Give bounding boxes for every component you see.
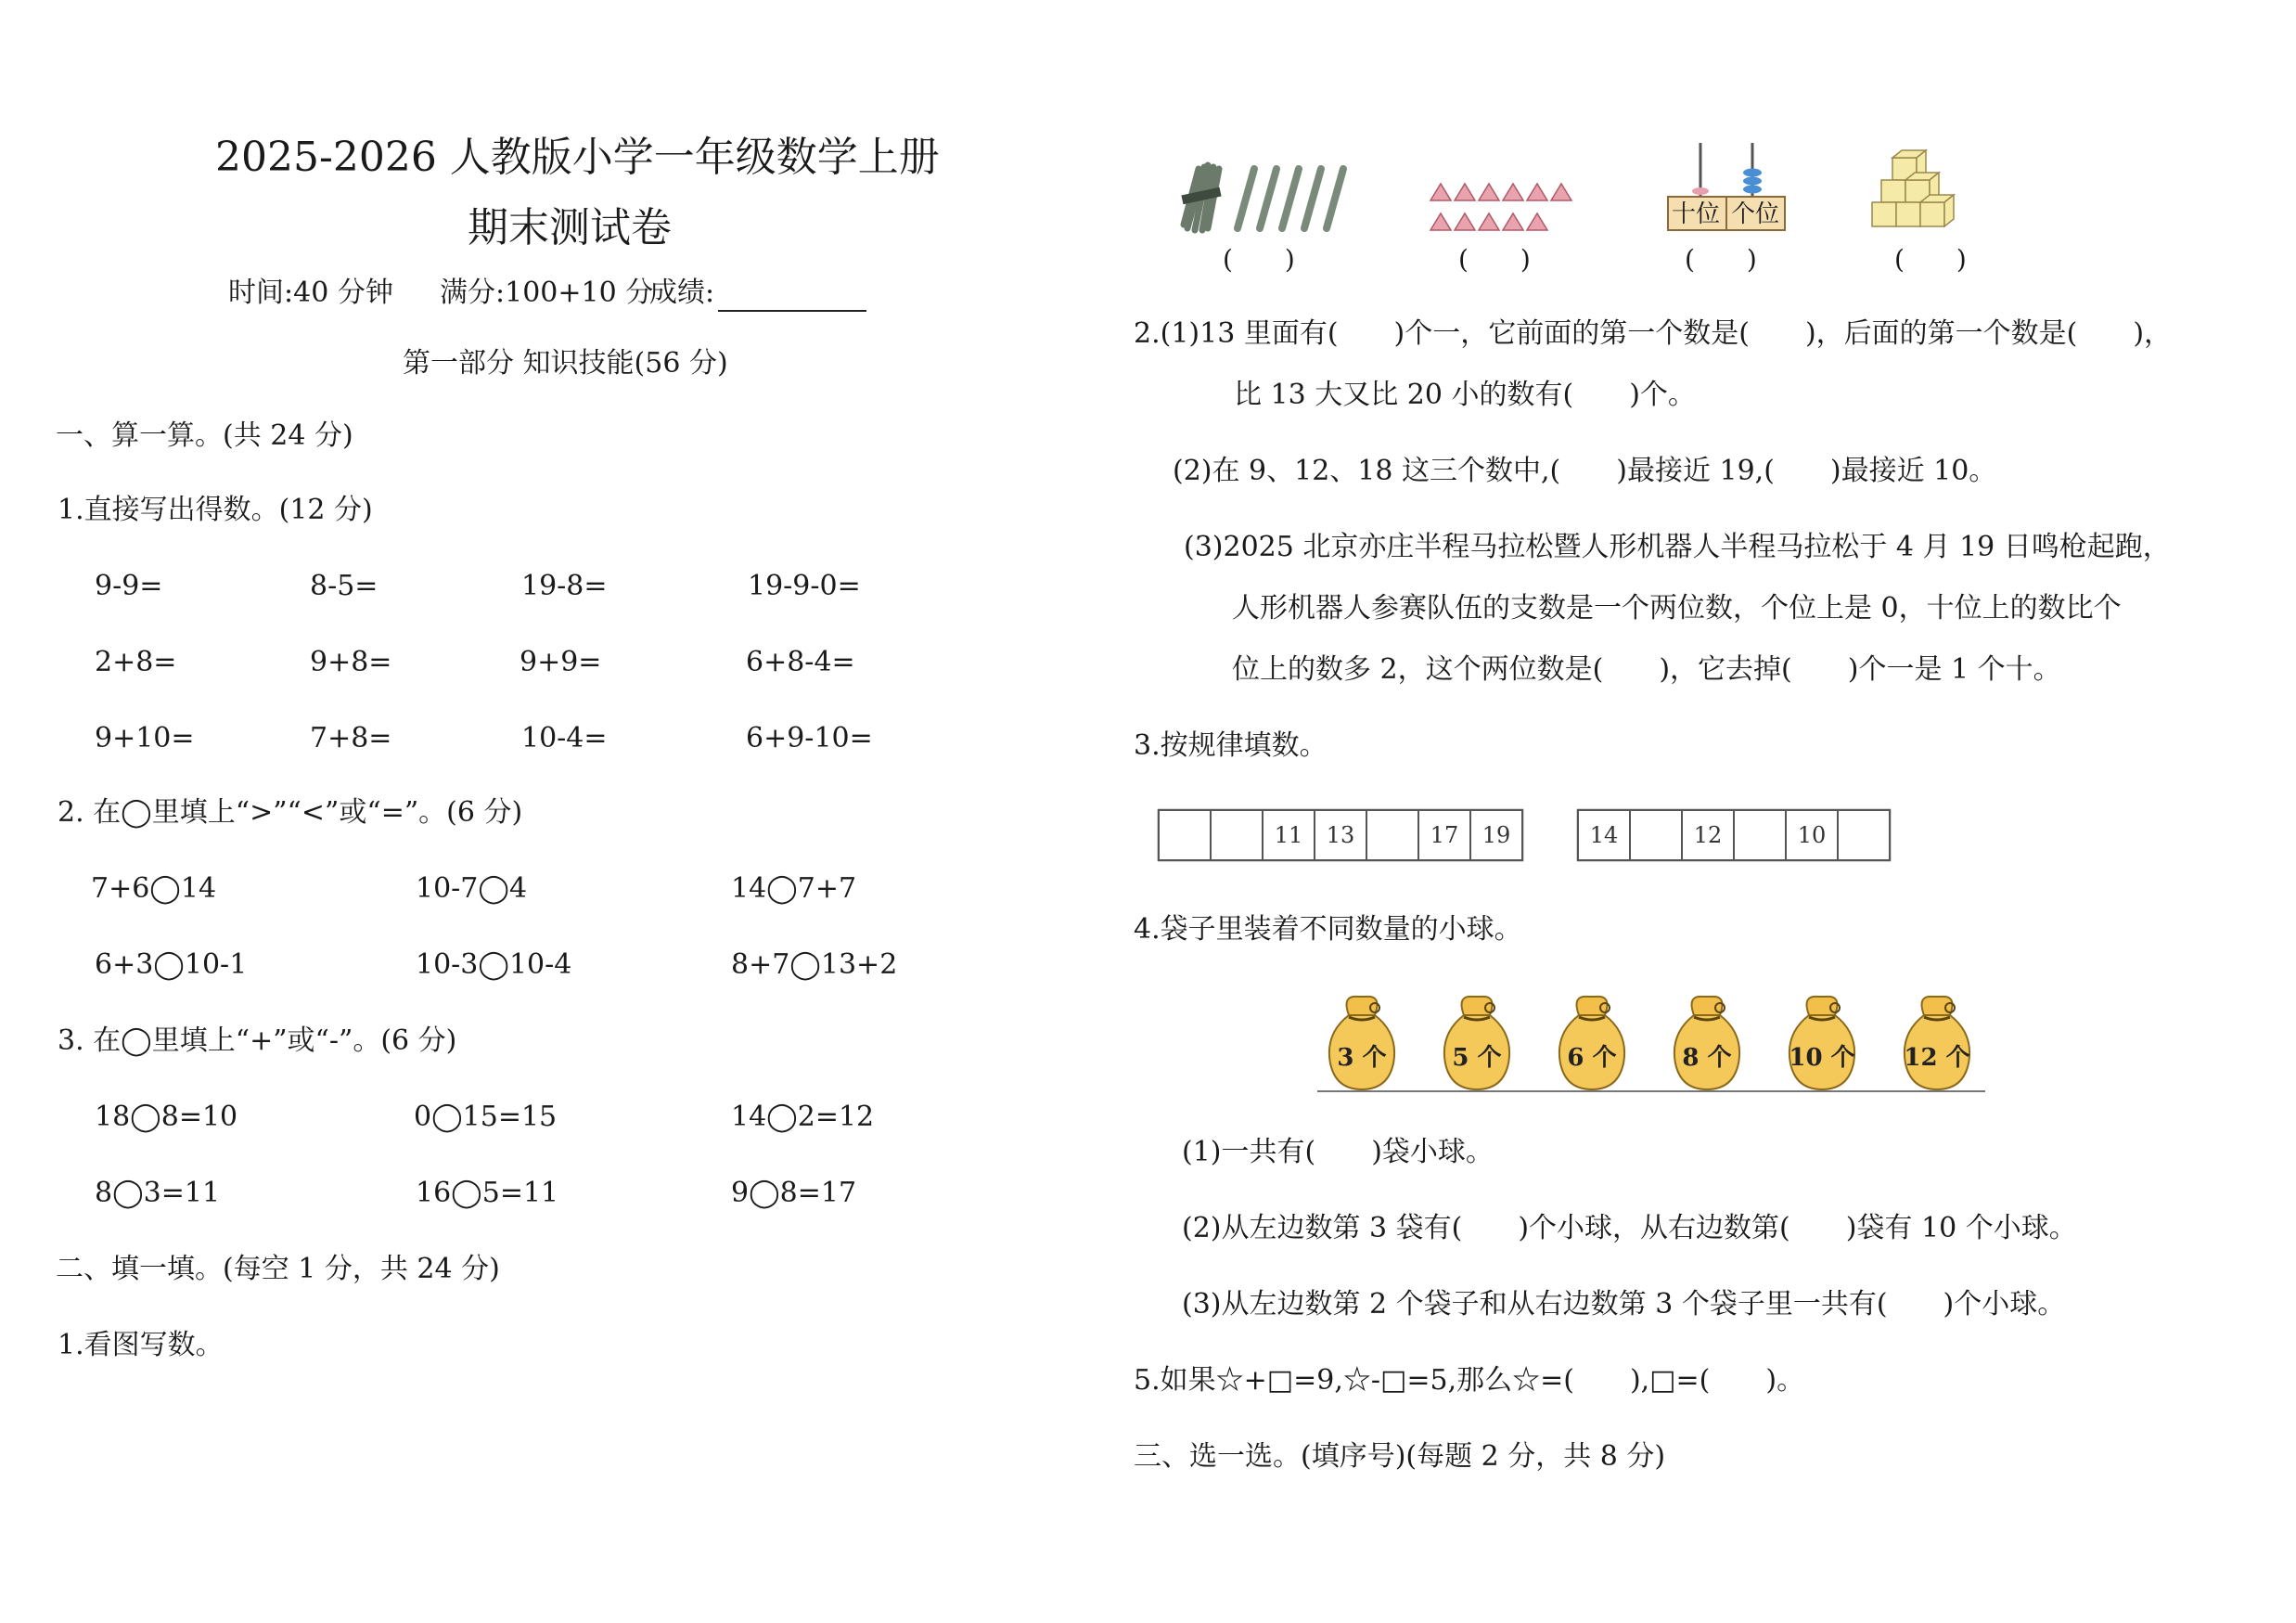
meta-score: 满分:100+10 分: [440, 277, 654, 309]
compare-item: 8+7◯13+2: [731, 948, 898, 981]
abacus-ones-label: 个位: [1731, 200, 1780, 228]
ball-bag: [1789, 997, 1854, 1089]
compare-item: 14◯7+7: [731, 872, 857, 905]
sec2-q1-label: 1.看图写数。: [58, 1329, 224, 1361]
abacus-tens-label: 十位: [1672, 200, 1721, 228]
operator-item: 16◯5=11: [416, 1177, 559, 1209]
ball-bag-label: 5 个: [1452, 1044, 1502, 1072]
sequence-value: 11: [1274, 822, 1303, 848]
grade-blank[interactable]: [718, 284, 866, 312]
q4-part1: (1)一共有( )袋小球。: [1182, 1136, 1494, 1168]
picture-answer-paren[interactable]: ( ): [1685, 244, 1757, 275]
operator-item: 9◯8=17: [731, 1177, 857, 1209]
sequence-value: 10: [1797, 822, 1827, 848]
ball-bag-label: 12 个: [1904, 1044, 1970, 1072]
calc-item: 6+8-4=: [746, 646, 855, 678]
ball-bag-label: 6 个: [1567, 1044, 1617, 1072]
sequence-blank-cell[interactable]: [1366, 810, 1418, 860]
cubes-image: [1868, 148, 1970, 234]
q2-part1-line1: 2.(1)13 里面有( )个一，它前面的第一个数是( )，后面的第一个数是( )，: [1134, 317, 2173, 350]
sequence-blank-cell[interactable]: [1211, 810, 1263, 860]
q4-part3: (3)从左边数第 2 个袋子和从右边数第 3 个袋子里一共有( )个小球。: [1182, 1288, 2066, 1320]
compare-item: 10-7◯4: [416, 872, 528, 905]
calc-item: 2+8=: [95, 646, 177, 678]
stick-bundle-image: [1171, 156, 1356, 239]
ball-bags-image: [1317, 987, 1985, 1099]
ball-bag: [1905, 997, 1969, 1089]
sequence-value: 12: [1693, 822, 1723, 848]
calc-item: 9+8=: [310, 646, 392, 678]
sequence-value: 19: [1481, 822, 1511, 848]
q3-label: 3. 在◯里填上“+”或“-”。(6 分): [58, 1024, 457, 1057]
page-title-line1: 2025-2026 人教版小学一年级数学上册: [215, 134, 940, 181]
q2-label: 2. 在◯里填上“>”“<”或“=”。(6 分): [58, 796, 523, 829]
q4-part2: (2)从左边数第 3 袋有( )个小球，从右边数第( )袋有 10 个小球。: [1182, 1212, 2077, 1244]
ball-bag-label: 8 个: [1682, 1044, 1732, 1072]
q2-part1-line2: 比 13 大又比 20 小的数有( )个。: [1234, 379, 1696, 411]
q5-text: 5.如果☆+□=9,☆-□=5,那么☆=( ),□=( )。: [1134, 1364, 1805, 1397]
sequence-boxes-2: [1577, 809, 1892, 863]
ball-bag: [1444, 997, 1509, 1089]
q2-part3-line2: 人形机器人参赛队伍的支数是一个两位数，个位上是 0，十位上的数比个: [1232, 592, 2122, 625]
calc-item: 19-8=: [521, 570, 608, 602]
calc-item: 6+9-10=: [746, 722, 873, 754]
sequence-blank-cell[interactable]: [1630, 810, 1682, 860]
operator-item: 0◯15=15: [414, 1101, 558, 1133]
part1-heading: 第一部分 知识技能(56 分): [403, 347, 728, 380]
meta-time: 时间:40 分钟: [228, 277, 393, 309]
sequence-value: 14: [1589, 822, 1619, 848]
sequence-value: 17: [1430, 822, 1459, 848]
calc-item: 9+9=: [519, 646, 602, 678]
sequence-blank-cell[interactable]: [1734, 810, 1786, 860]
picture-answer-paren[interactable]: ( ): [1894, 244, 1967, 275]
q4-label: 4.袋子里装着不同数量的小球。: [1134, 913, 1522, 946]
ball-bag: [1329, 997, 1394, 1089]
sequence-value: 13: [1326, 822, 1355, 848]
picture-answer-paren[interactable]: ( ): [1223, 244, 1295, 275]
picture-answer-paren[interactable]: ( ): [1458, 244, 1531, 275]
section2-heading: 二、填一填。(每空 1 分，共 24 分): [56, 1253, 500, 1285]
compare-item: 7+6◯14: [91, 872, 217, 905]
calc-item: 19-9-0=: [748, 570, 861, 602]
sequence-blank-cell[interactable]: [1838, 810, 1890, 860]
section1-heading: 一、算一算。(共 24 分): [56, 419, 353, 452]
q2-part3-line1: (3)2025 北京亦庄半程马拉松暨人形机器人半程马拉松于 4 月 19 日鸣枪起跑，: [1184, 531, 2171, 563]
calc-item: 9+10=: [95, 722, 195, 754]
triangles-image: [1429, 180, 1581, 236]
ball-bag: [1674, 997, 1739, 1089]
ball-bag-label: 10 个: [1789, 1044, 1855, 1072]
sequence-blank-cell[interactable]: [1159, 810, 1211, 860]
sequence-boxes-1: [1158, 809, 1529, 863]
meta-grade-label: 成绩:: [649, 277, 715, 309]
q1-label: 1.直接写出得数。(12 分): [58, 494, 373, 526]
operator-item: 14◯2=12: [731, 1101, 875, 1133]
ball-bag-label: 3 个: [1337, 1044, 1387, 1072]
compare-item: 6+3◯10-1: [95, 948, 248, 981]
q3-pattern-label: 3.按规律填数。: [1134, 729, 1328, 762]
calc-item: 10-4=: [521, 722, 608, 754]
q2-part3-line3: 位上的数多 2，这个两位数是( )，它去掉( )个一是 1 个十。: [1232, 653, 2061, 686]
q2-part2: (2)在 9、12、18 这三个数中,( )最接近 19,( )最接近 10。: [1173, 455, 1997, 487]
calc-item: 9-9=: [95, 570, 163, 602]
meta-grade: [649, 275, 866, 312]
page-title-line2: 期末测试卷: [468, 204, 672, 251]
calc-item: 7+8=: [310, 722, 392, 754]
calc-item: 8-5=: [310, 570, 378, 602]
operator-item: 8◯3=11: [95, 1177, 221, 1209]
compare-item: 10-3◯10-4: [416, 948, 572, 981]
section3-heading: 三、选一选。(填序号)(每题 2 分，共 8 分): [1134, 1440, 1666, 1473]
operator-item: 18◯8=10: [95, 1101, 238, 1133]
ball-bag: [1559, 997, 1624, 1089]
